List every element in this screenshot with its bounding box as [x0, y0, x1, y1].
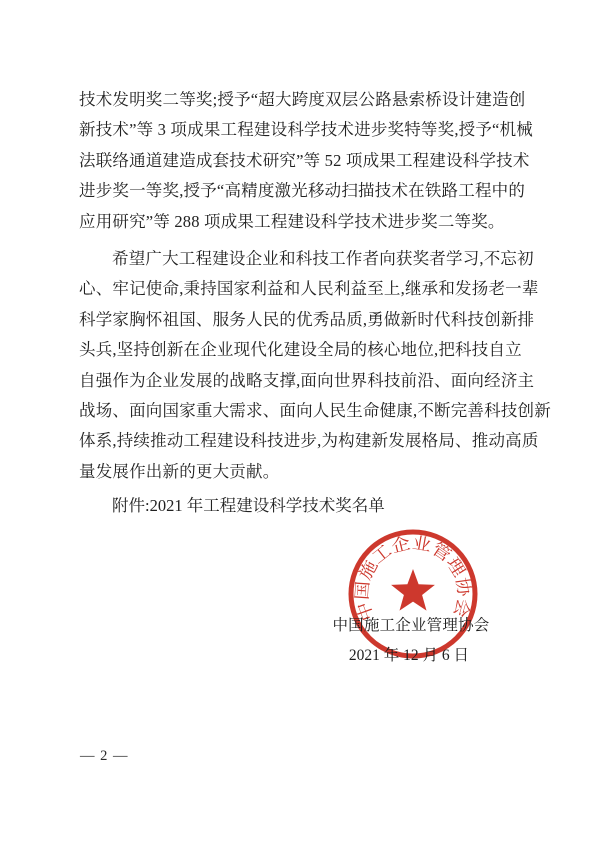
body-line: 头兵,坚持创新在企业现代化建设全局的核心地位,把科技自立 [79, 340, 522, 360]
body-line: 量发展作出新的更大贡献。 [79, 461, 280, 481]
body-line: 战场、面向国家重大需求、面向人民生命健康,不断完善科技创新 [79, 400, 551, 420]
seal-ring-text: 中国施工企业管理协会 [352, 533, 474, 624]
star-icon [391, 569, 435, 611]
body-line: 进步奖一等奖,授予“高精度激光移动扫描技术在铁路工程中的 [79, 181, 526, 201]
body-line: 希望广大工程建设企业和科技工作者向获奖者学习,不忘初 [112, 248, 534, 268]
body-line: 自强作为企业发展的战略支撑,面向世界科技前沿、面向经济主 [79, 370, 535, 390]
attachment-line: 附件:2021 年工程建设科学技术奖名单 [112, 496, 385, 515]
body-line: 法联络通道建造成套技术研究”等 52 项成果工程建设科学技术 [79, 150, 530, 170]
signature-organization: 中国施工企业管理协会 [332, 617, 490, 634]
body-line: 新技术”等 3 项成果工程建设科学技术进步奖特等奖,授予“机械 [79, 120, 533, 140]
body-line: 应用研究”等 288 项成果工程建设科学技术进步奖二等奖。 [79, 211, 505, 231]
signature-date: 2021 年 12 月 6 日 [348, 647, 470, 664]
body-line: 心、牢记使命,秉持国家利益和人民利益至上,继承和发扬老一辈 [79, 279, 539, 299]
official-seal [346, 527, 480, 665]
page-number: — 2 — [80, 748, 129, 764]
document-body [79, 85, 551, 487]
body-line: 科学家胸怀祖国、服务人民的优秀品质,勇做新时代科技创新排 [79, 309, 535, 329]
body-line: 技术发明奖二等奖;授予“超大跨度双层公路悬索桥设计建造创 [79, 90, 526, 109]
body-line: 体系,持续推动工程建设科技进步,为构建新发展格局、推动高质 [79, 431, 539, 451]
